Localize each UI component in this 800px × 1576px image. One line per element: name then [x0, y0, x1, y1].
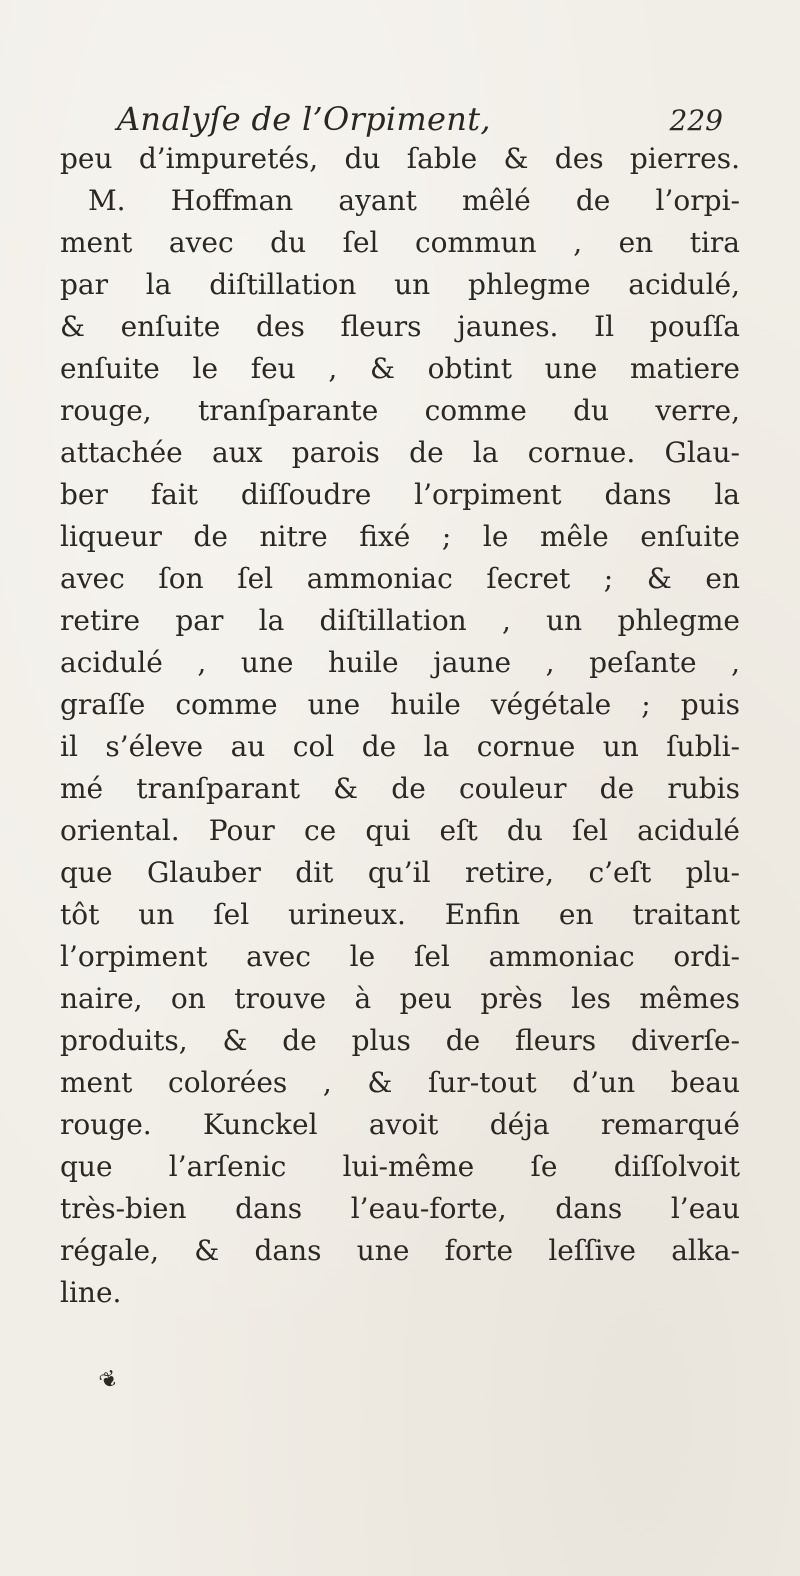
- fleuron-icon: ❦: [95, 1365, 123, 1396]
- text-line: que Glauber dit qu’il retire, c’eſt plu-: [60, 856, 740, 889]
- text-line: tôt un ſel urineux. Enfin en traitant: [60, 898, 740, 931]
- text-line: l’orpiment avec le ſel ammoniac ordi-: [60, 940, 740, 973]
- text-line: graſſe comme une huile végétale ; puis: [60, 688, 740, 721]
- text-line: line.: [60, 1276, 122, 1309]
- text-line: ber fait diſſoudre l’orpiment dans la: [60, 478, 740, 511]
- text-line: rouge. Kunckel avoit déja remarqué: [60, 1108, 740, 1141]
- text-line: oriental. Pour ce qui eſt du ſel acidulé: [60, 814, 740, 847]
- text-line: régale, & dans une forte leſſive alka-: [60, 1234, 740, 1267]
- text-line: M. Hoffman ayant mêlé de l’orpi-: [88, 184, 740, 217]
- text-line: attachée aux parois de la cornue. Glau-: [60, 436, 740, 469]
- text-line: rouge, tranſparante comme du verre,: [60, 394, 740, 427]
- text-line: enſuite le feu , & obtint une matiere: [60, 352, 740, 385]
- text-line: produits, & de plus de fleurs diverſe-: [60, 1024, 740, 1057]
- text-line: très-bien dans l’eau-forte, dans l’eau: [60, 1192, 740, 1225]
- text-line: peu d’impuretés, du ſable & des pierres.: [60, 142, 740, 175]
- text-line: avec ſon ſel ammoniac ſecret ; & en: [60, 562, 740, 595]
- text-line: ment avec du ſel commun , en tira: [60, 226, 740, 259]
- text-line: que l’arſenic lui-même ſe diſſolvoit: [60, 1150, 740, 1183]
- text-line: il s’éleve au col de la cornue un ſubli-: [60, 730, 740, 763]
- text-line: liqueur de nitre fixé ; le mêle enſuite: [60, 520, 740, 553]
- body-text: [60, 138, 740, 1314]
- text-line: retire par la diſtillation , un phlegme: [60, 604, 740, 637]
- text-line: par la diſtillation un phlegme acidulé,: [60, 268, 740, 301]
- running-title: Analyſe de l’Orpiment,: [117, 100, 491, 138]
- page-number: 229: [669, 104, 723, 137]
- text-line: naire, on trouve à peu près les mêmes: [60, 982, 740, 1015]
- text-line: mé tranſparant & de couleur de rubis: [60, 772, 740, 805]
- text-line: ment colorées , & ſur-tout d’un beau: [60, 1066, 740, 1099]
- text-line: acidulé , une huile jaune , peſante ,: [60, 646, 740, 679]
- text-line: & enſuite des fleurs jaunes. Il pouſſa: [60, 310, 740, 343]
